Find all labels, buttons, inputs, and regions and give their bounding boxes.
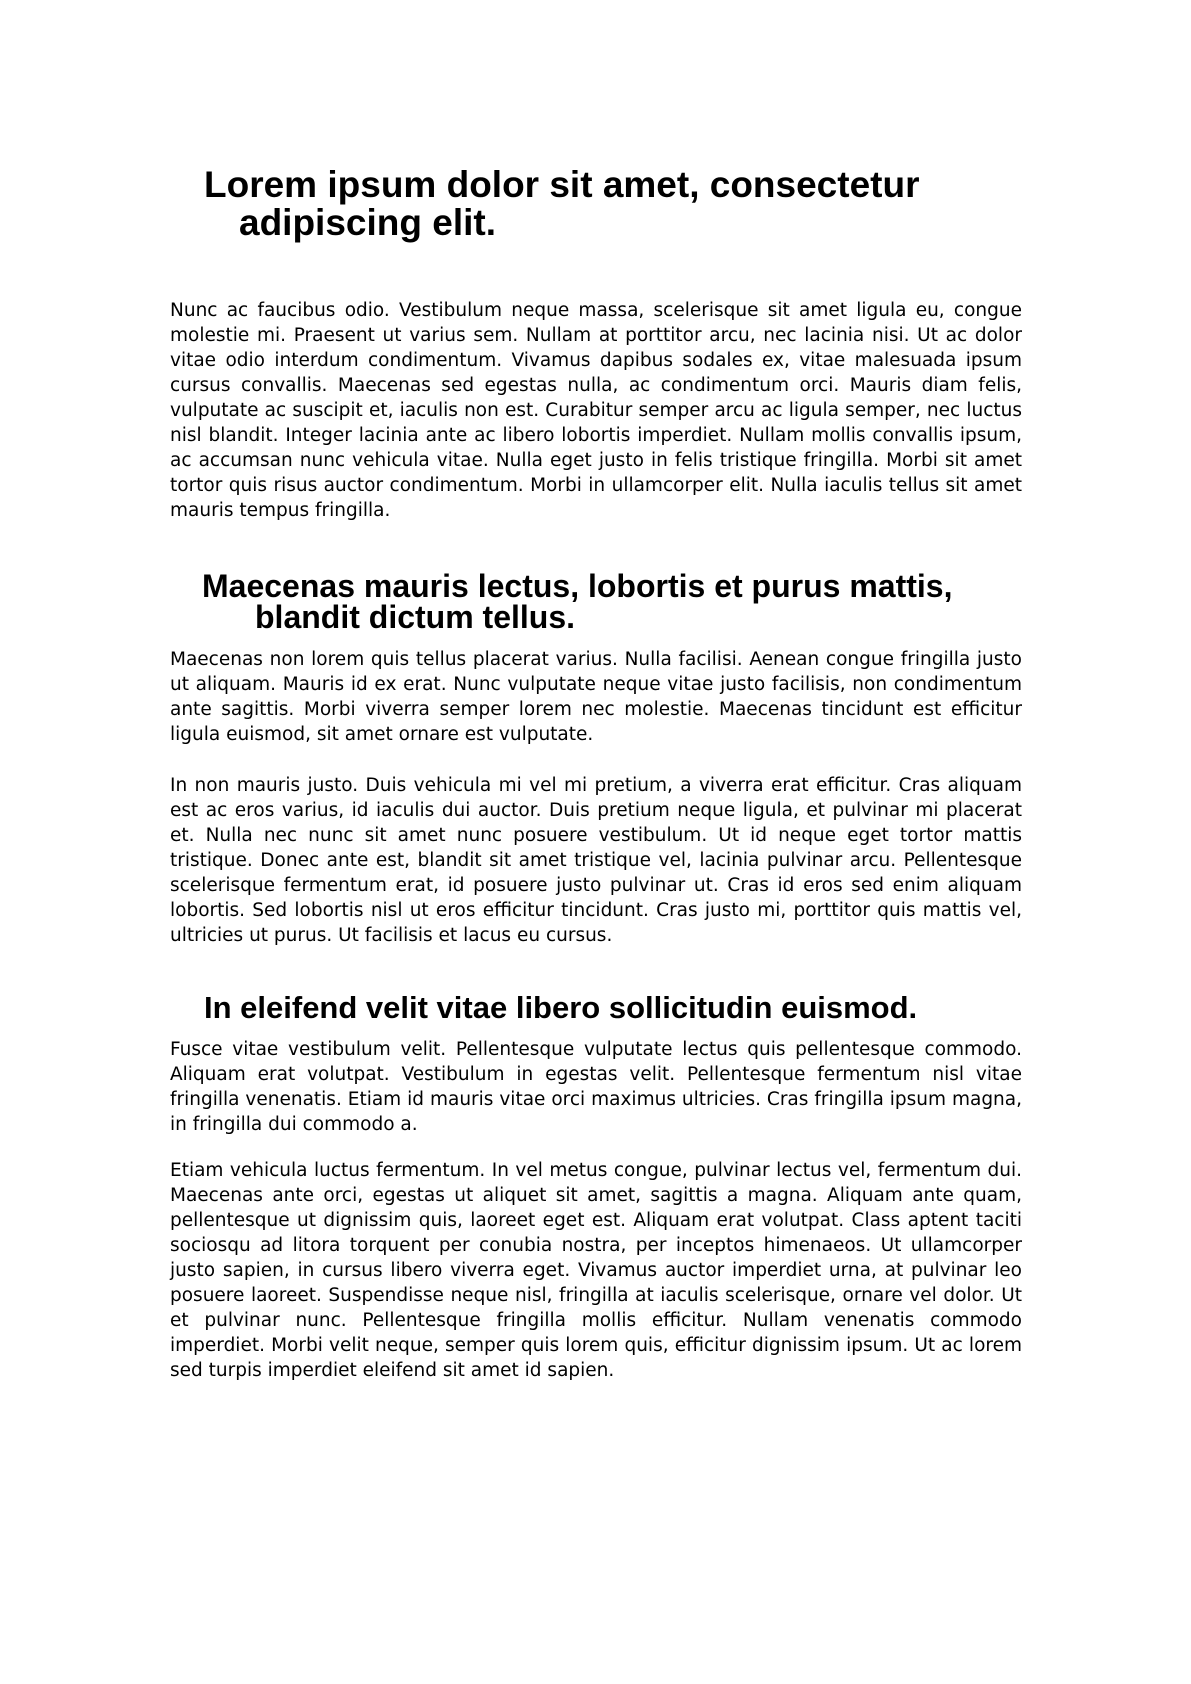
section2-paragraph-1: Fusce vitae vestibulum velit. Pellentesque vulputate lectus quis pellentesque commodo. Aliquam erat volutpat. Vestibulum in egestas velit. Pellentesque fermentum nisl vitae fringilla venenatis. Etiam id mauris vitae orci maximus ultricies. Cras fringilla ipsum magna, in fringilla dui commodo a. (170, 1039, 1022, 1135)
document-title: Lorem ipsum dolor sit amet, consectetur adipiscing elit. (204, 164, 920, 243)
section1-paragraph-1: Maecenas non lorem quis tellus placerat varius. Nulla facilisi. Aenean congue fringilla justo ut aliquam. Mauris id ex erat. Nunc vulputate neque vitae justo facilisis, non condimentum ante sagittis. Morbi viverra semper lorem nec molestie. Maecenas tincidunt est efficitur ligula euismod, sit amet ornare est vulputate. (170, 649, 1022, 745)
intro-paragraph: Nunc ac faucibus odio. Vestibulum neque massa, scelerisque sit amet ligula eu, congue molestie mi. Praesent ut varius sem. Nullam at porttitor arcu, nec lacinia nisi. Ut ac dolor vitae odio interdum condimentum. Vivamus dapibus sodales ex, vitae malesuada ipsum cursus convallis. Maecenas sed egestas nulla, ac condimentum orci. Mauris diam felis, vulputate ac suscipit et, iaculis non est. Curabitur semper arcu ac ligula semper, nec luctus nisl blandit. Integer lacinia ante ac libero lobortis imperdiet. Nullam mollis convallis ipsum, ac accumsan nunc vehicula vitae. Nulla eget justo in felis tristique fringilla. Morbi sit amet tortor quis risus auctor condimentum. Morbi in ullamcorper elit. Nulla iaculis tellus sit amet mauris tempus fringilla. (170, 300, 1022, 521)
section-heading-eleifend: In eleifend velit vitae libero sollicitudin euismod. (204, 990, 918, 1025)
section-heading-maecenas: Maecenas mauris lectus, lobortis et purus mattis, blandit dictum tellus. (202, 568, 953, 635)
section2-paragraph-2: Etiam vehicula luctus fermentum. In vel metus congue, pulvinar lectus vel, fermentum dui. Maecenas ante orci, egestas ut aliquet sit amet, sagittis a magna. Aliquam ante quam, pellentesque ut dignissim quis, laoreet eget est. Aliquam erat volutpat. Class aptent taciti sociosqu ad litora torquent per conubia nostra, per inceptos himenaeos. Ut ullamcorper justo sapien, in cursus libero viverra eget. Vivamus auctor imperdiet urna, at pulvinar leo posuere laoreet. Suspendisse neque nisl, fringilla at iaculis scelerisque, ornare vel dolor. Ut et pulvinar nunc. Pellentesque fringilla mollis efficitur. Nullam venenatis commodo imperdiet. Morbi velit neque, semper quis lorem quis, efficitur dignissim ipsum. Ut ac lorem sed turpis imperdiet eleifend sit amet id sapien. (170, 1160, 1022, 1381)
section1-paragraph-2: In non mauris justo. Duis vehicula mi vel mi pretium, a viverra erat efficitur. Cras aliquam est ac eros varius, id iaculis dui auctor. Duis pretium neque ligula, et pulvinar mi placerat et. Nulla nec nunc sit amet nunc posuere vestibulum. Ut id neque eget tortor mattis tristique. Donec ante est, blandit sit amet tristique vel, lacinia pulvinar arcu. Pellentesque scelerisque fermentum erat, id posuere justo pulvinar ut. Cras id eros sed enim aliquam lobortis. Sed lobortis nisl ut eros efficitur tincidunt. Cras justo mi, porttitor quis mattis vel, ultricies ut purus. Ut facilisis et lacus eu cursus. (170, 775, 1022, 946)
